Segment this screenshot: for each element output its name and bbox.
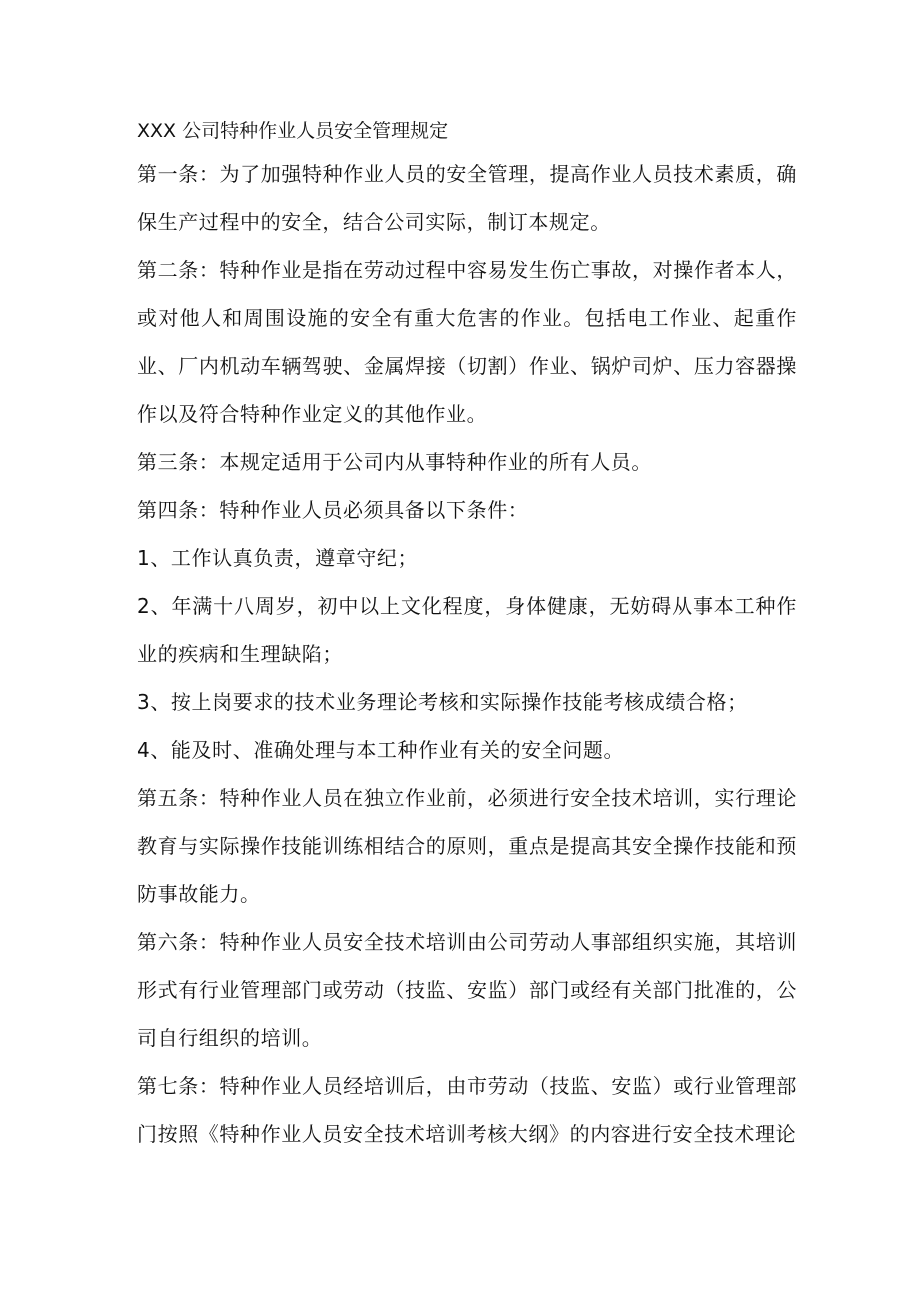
document-body <box>137 112 797 1158</box>
paragraph-article-5: 第五条：特种作业人员在独立作业前，必须进行安全技术培训，实行理论教育与实际操作技能训练相结合的原则，重点是提高其安全操作技能和预防事故能力。 <box>137 786 797 906</box>
list-item-condition-2: 2、年满十八周岁，初中以上文化程度，身体健康，无妨碍从事本工种作业的疾病和生理缺陷； <box>137 594 797 666</box>
document-title: XXX 公司特种作业人员安全管理规定 <box>137 120 449 142</box>
paragraph-article-1: 第一条：为了加强特种作业人员的安全管理，提高作业人员技术素质，确保生产过程中的安全，结合公司实际，制订本规定。 <box>137 162 797 234</box>
paragraph-article-2: 第二条：特种作业是指在劳动过程中容易发生伤亡事故，对操作者本人，或对他人和周围设施的安全有重大危害的作业。包括电工作业、起重作业、厂内机动车辆驾驶、金属焊接（切割）作业、锅炉司炉、压力容器操作以及符合特种作业定义的其他作业。 <box>137 258 797 426</box>
list-item-condition-1: 1、工作认真负责，遵章守纪； <box>137 546 419 570</box>
paragraph-article-7: 第七条：特种作业人员经培训后，由市劳动（技监、安监）或行业管理部门按照《特种作业人员安全技术培训考核大纲》的内容进行安全技术理论 <box>137 1074 797 1146</box>
paragraph-article-4: 第四条：特种作业人员必须具备以下条件： <box>137 498 529 522</box>
paragraph-article-6: 第六条：特种作业人员安全技术培训由公司劳动人事部组织实施，其培训形式有行业管理部门或劳动（技监、安监）部门或经有关部门批准的，公司自行组织的培训。 <box>137 930 797 1050</box>
list-item-condition-3: 3、按上岗要求的技术业务理论考核和实际操作技能考核成绩合格； <box>137 690 748 714</box>
list-item-condition-4: 4、能及时、准确处理与本工种作业有关的安全问题。 <box>137 738 625 762</box>
paragraph-article-3: 第三条：本规定适用于公司内从事特种作业的所有人员。 <box>137 450 652 474</box>
